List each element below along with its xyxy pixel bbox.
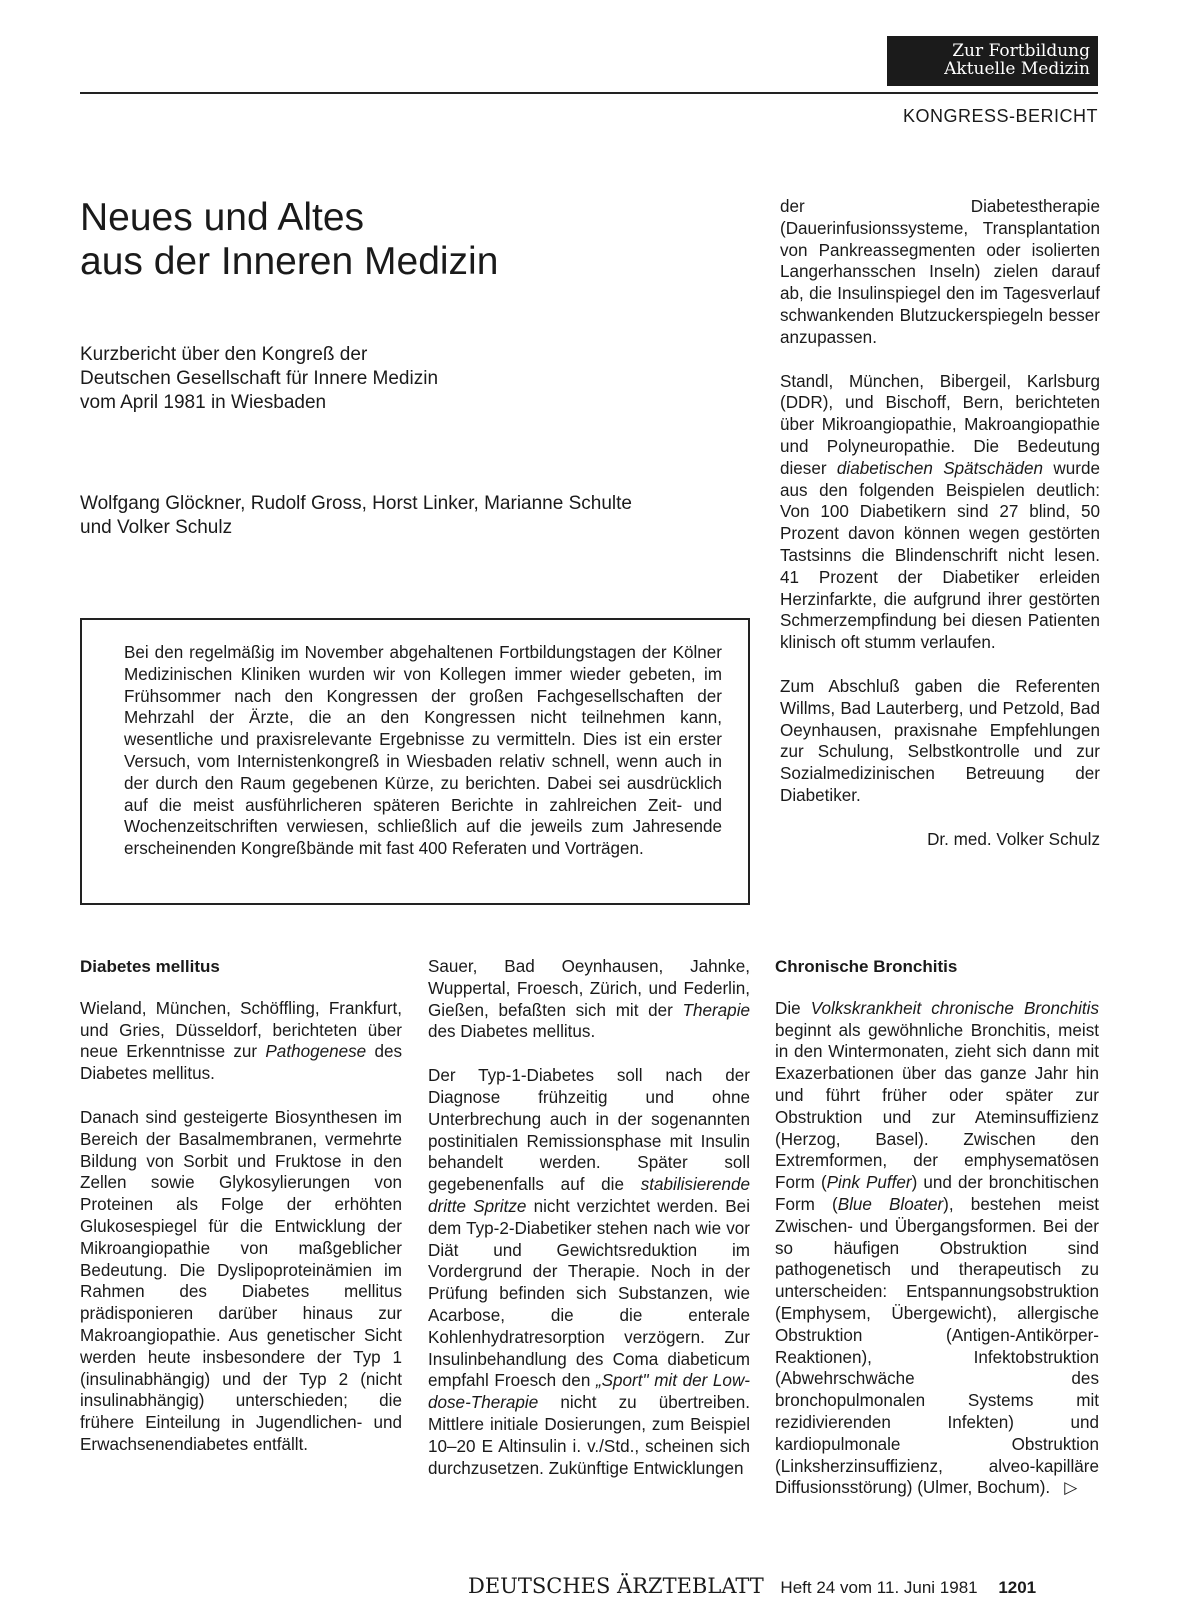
author-signature: Dr. med. Volker Schulz bbox=[927, 829, 1100, 849]
right-column-top bbox=[780, 196, 1100, 873]
column-bronchitis bbox=[775, 956, 1099, 1521]
article-subtitle bbox=[80, 343, 720, 415]
paragraph: Sauer, Bad Oeynhausen, Jahnke, Wuppertal, Froesch, Zürich, und Federlin, Gießen, befaßten sich mit der Therapie des Diabetes mellitus. bbox=[428, 957, 750, 1042]
paragraph: Die Volkskrankheit chronische Bronchitis beginnt als gewöhnliche Bronchitis, meist in den Wintermonaten, zieht sich dann mit Exazerbationen über das ganze Jahr hin und führt früher oder später zur Obstruktion und zur Ateminsuffizienz (Herzog, Basel). Zwischen den Extremformen, der emphysematösen Form (Pink Puffer) und der bronchitischen Form (Blue Bloater), bestehen meist Zwischen- und Übergangsformen. Bei der so häufigen Obstruktion sind pathogenetisch und therapeutisch zu unterscheiden: Entspannungsobstruktion (Emphysem, Übergewicht), allergische Obstruktion (Antigen-Antikörper-Reaktionen), Infektobstruktion (Abwehrschwäche des bronchopulmonalen Systems mit rezidivierenden Infekten) und kardiopulmonale Obstruktion (Linksherzinsuffizienz, alveo-kapilläre Diffusionsstörung) (Ulmer, Bochum). ▷ bbox=[775, 998, 1100, 1498]
abstract-text: Bei den regelmäßig im November abgehaltenen Fortbildungstagen der Kölner Medizinischen Kliniken wurden wir von Kollegen immer wieder gebeten, im Frühsommer nach den Kongressen der großen Fachgesellschaften der Mehrzahl der Ärzte, die an den Kongressen nicht teilnehmen kann, wesentliche und praxisrelevante Ergebnisse zu vermitteln. Dies ist ein erster Versuch, vom Internistenkongreß in Wiesbaden relativ schnell, wenn auch in der durch den Raum gegebenen Kürze, zu berichten. Dabei sei ausdrücklich auf die meist ausführlicheren späteren Berichte in zahlreichen Zeit- und Wochenzeitschriften verwiesen, schließlich auf die jeweils zum Jahresende erscheinenden Kongreßbände mit fast 400 Referaten und Vorträgen. bbox=[124, 643, 722, 859]
subtitle-line-1: Kurzbericht über den Kongreß der bbox=[80, 344, 368, 365]
paragraph: Der Typ-1-Diabetes soll nach der Diagnose frühzeitig und ohne Unterbrechung auch in der sogenannten postinitialen Remissionsphase mit Insulin behandelt werden. Später soll gegebenenfalls auf die stabilisierende dritte Spritze nicht verzichtet werden. Bei dem Typ-2-Diabetiker stehen nach wie vor Diät und Gewichtsreduktion im Vordergrund der Therapie. Noch in der Prüfung befinden sich Substanzen, wie Acarbose, die die enterale Kohlenhydratresorption verzögern. Zur Insulinbehandlung des Coma diabeticum empfahl Froesch den „Sport" mit der Low-dose-Therapie nicht zu übertreiben. Mittlere initiale Dosierungen, zum Beispiel 10–20 E Altinsulin i. v./Std., scheinen sich durchzusetzen. Zukünftige Entwicklungen bbox=[428, 1066, 750, 1478]
column-therapy bbox=[428, 956, 750, 1501]
paragraph: Wieland, München, Schöffling, Frankfurt, und Gries, Düsseldorf, berichteten über neue Erkenntnisse zur Pathogenese des Diabetes mellitus. bbox=[80, 998, 403, 1084]
journal-name: DEUTSCHES ÄRZTEBLATT bbox=[468, 1574, 764, 1598]
section-heading-bronchitis: Chronische Bronchitis bbox=[775, 957, 958, 976]
continue-arrow-icon: ▷ bbox=[1064, 1478, 1078, 1498]
paragraph: Zum Abschluß gaben die Referenten Willms, Bad Lauterberg, und Petzold, Bad Oeynhausen, praxisnahe Empfehlungen zur Schulung, Selbstkontrolle und zur Sozialmedizinischen Betreuung der Diabetiker. bbox=[780, 676, 1100, 805]
page-number: 1201 bbox=[998, 1578, 1037, 1597]
rubric-line-1: Zur Fortbildung bbox=[952, 41, 1090, 61]
paragraph: der Diabetestherapie (Dauerinfusionssysteme, Transplantation von Pankreassegmenten oder isolierten Langerhansschen Inseln) zielen darauf ab, die Insulinspiegel den im Tagesverlauf schwankenden Blutzuckerspiegeln besser anzupassen. bbox=[780, 197, 1100, 347]
header-rule bbox=[80, 92, 1098, 94]
abstract-box bbox=[80, 618, 750, 905]
authors-line-1: Wolfgang Glöckner, Rudolf Gross, Horst Linker, Marianne Schulte bbox=[80, 493, 632, 514]
rubric-badge bbox=[887, 36, 1098, 86]
section-label: KONGRESS-BERICHT bbox=[902, 106, 1098, 126]
article-authors bbox=[80, 492, 740, 540]
title-line-1: Neues und Altes bbox=[80, 196, 365, 239]
subtitle-line-2: Deutschen Gesellschaft für Innere Medizin bbox=[80, 368, 439, 389]
paragraph: Danach sind gesteigerte Biosynthesen im Bereich der Basalmembranen, vermehrte Bildung von Sorbit und Fruktose in den Zellen sowie Glykosylierungen von Proteinen als Folge der erhöhten Glukosespiegel für die Entwicklung der Mikroangiopathie von maßgeblicher Bedeutung. Die Dyslipoproteinämien im Rahmen des Diabetes mellitus prädisponieren darüber hinaus zur Makroangiopathie. Aus genetischer Sicht werden heute insbesondere der Typ 1 (insulinabhängig) und der Typ 2 (nicht insulinabhängig) unterschieden; die frühere Einteilung in Jugendlichen- und Erwachsenendiabetes entfällt. bbox=[80, 1107, 402, 1454]
title-line-2: aus der Inneren Medizin bbox=[80, 240, 499, 283]
column-diabetes bbox=[80, 956, 402, 1478]
authors-line-2: und Volker Schulz bbox=[80, 517, 233, 538]
paragraph: Standl, München, Bibergeil, Karlsburg (DDR), und Bischoff, Bern, berichteten über Mikroangiopathie, Makroangiopathie und Polyneuropathie. Die Bedeutung dieser diabetischen Spätschäden wurde aus den folgenden Beispielen deutlich: Von 100 Diabetikern sind 27 blind, 50 Prozent davon können wegen gestörten Tastsinns die Blindenschrift nicht lesen. 41 Prozent der Diabetiker erleiden Herzinfarkte, die aufgrund ihrer gestörten Schmerzempfindung bei diesen Patienten klinisch oft stumm verlaufen. bbox=[780, 371, 1100, 653]
subtitle-line-3: vom April 1981 in Wiesbaden bbox=[80, 392, 327, 413]
issue-info: Heft 24 vom 11. Juni 1981 bbox=[780, 1578, 978, 1597]
rubric-line-2: Aktuelle Medizin bbox=[944, 59, 1090, 79]
article-title bbox=[80, 196, 720, 284]
section-heading-diabetes: Diabetes mellitus bbox=[80, 957, 220, 976]
page-footer bbox=[468, 1574, 1100, 1598]
